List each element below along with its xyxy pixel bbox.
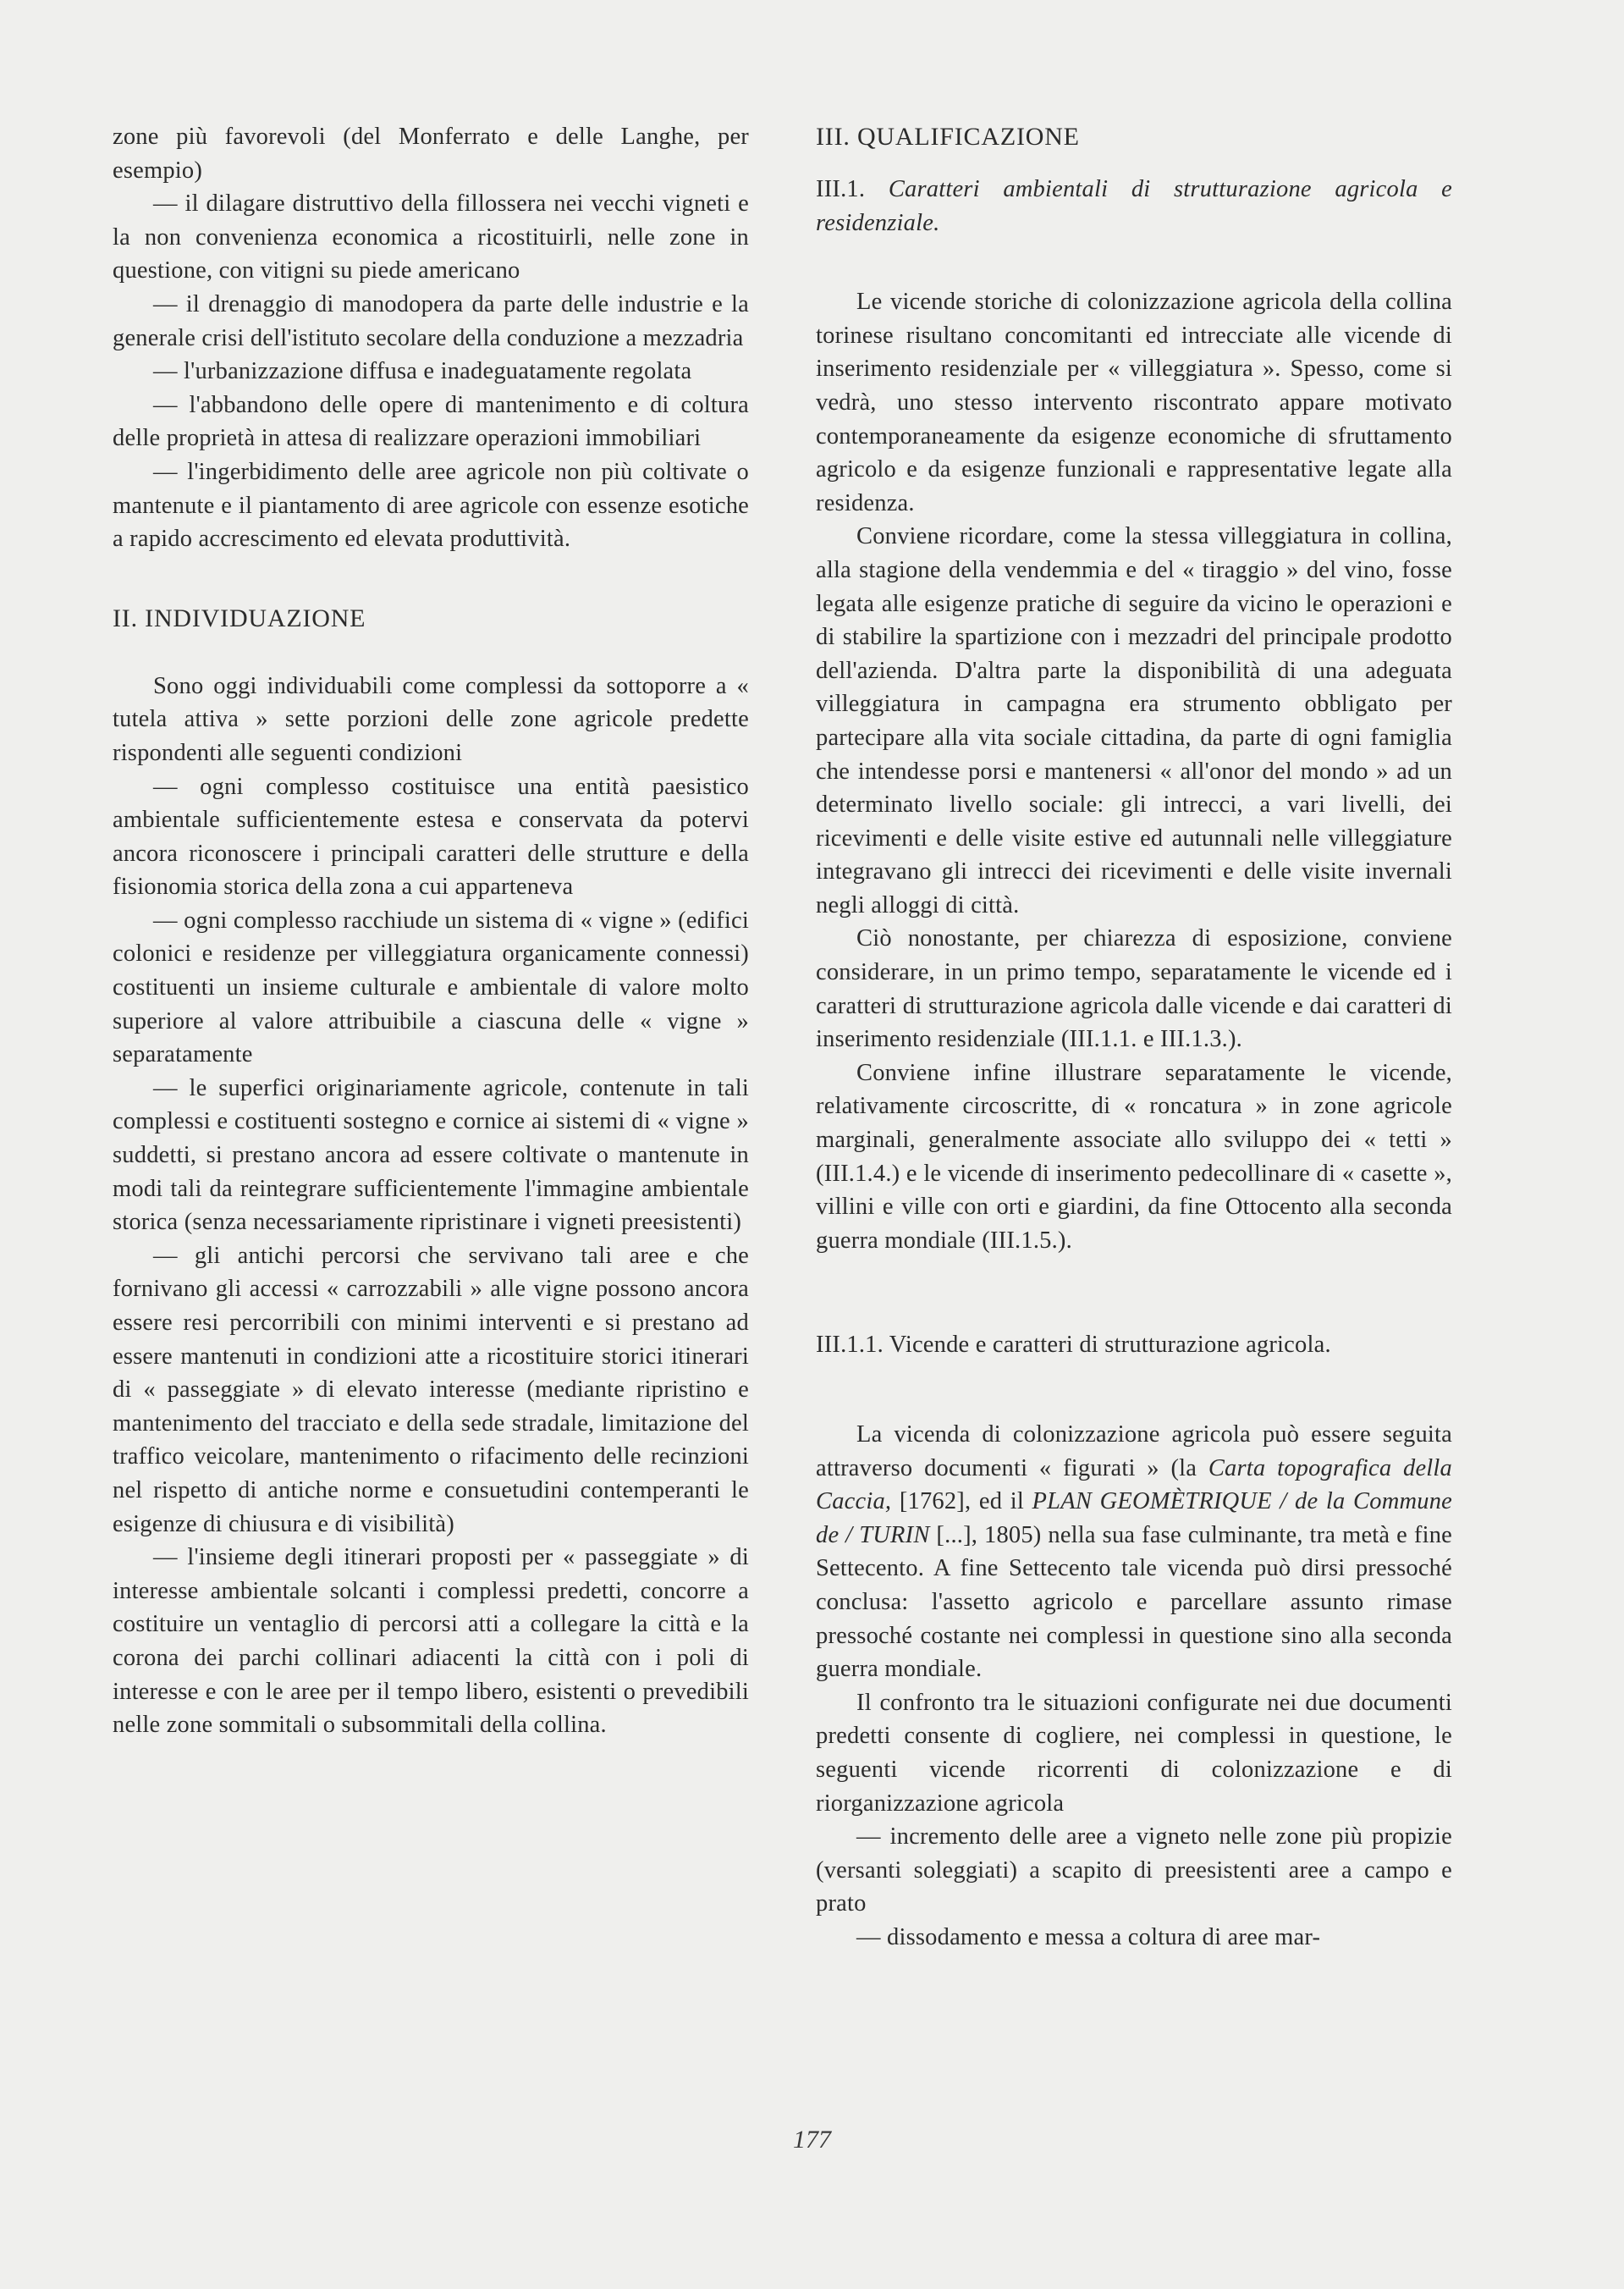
list-item: — le superfici originariamente agricole, contenute in tali complessi e costituenti sostegno e cornice ai sistemi di « vigne » suddetti, si prestano ancora ad essere coltivate o mantenute in modi tali da reintegrare sufficientemente l'immagine ambientale storica (senza necessariamente ripristinare i vigneti preesistenti) bbox=[113, 1074, 749, 1236]
paragraph: Sono oggi individuabili come complessi da sottoporre a « tutela attiva » sette porzioni delle zone agricole predette rispondenti alle seguenti condizioni bbox=[113, 672, 749, 766]
list-item: — l'insieme degli itinerari proposti per « passeggiate » di interesse ambientale solcanti i complessi predetti, concorre a costituire un ventaglio di percorsi atti a collegare la città e la corona dei parchi collinari adiacenti la città con i poli di interesse e con le aree per il tempo libero, esistenti o prevedibili nelle zone sommitali o subsommitali della collina. bbox=[113, 1544, 749, 1739]
paragraph: zone più favorevoli (del Monferrato e delle Langhe, per esempio) bbox=[113, 124, 749, 184]
subsection-heading: III.1.1. Vicende e caratteri di strutturazione agricola. bbox=[816, 1332, 1331, 1359]
map-title: Carta topografica della Caccia, bbox=[816, 1454, 1452, 1515]
paragraph: Le vicende storiche di colonizzazione agricola della collina torinese risultano concomitanti ed intrecciate alle vicende di inserimento residenziale per « villeggiatura ». Spesso, come si vedrà, uno stesso intervento riscontrato appare motivato contemporaneamente da esigenze economiche di sfruttamento agricolo e da esigenze funzionali e rappresentative legate alla residenza. bbox=[816, 289, 1452, 516]
list-item: — l'ingerbidimento delle aree agricole non più coltivate o mantenute e il piantamento di aree agricole con essenze esotiche a rapido accrescimento ed elevata produttività. bbox=[113, 458, 749, 553]
paragraph: Ciò nonostante, per chiarezza di esposizione, conviene considerare, in un primo tempo, separatamente le vicende ed i caratteri di strutturazione agricola dalle vicende e dai caratteri di inserimento residenziale (III.1.1. e III.1.3.). bbox=[816, 925, 1452, 1053]
paragraph: Il confronto tra le situazioni configurate nei due documenti predetti consente di cogliere, nei complessi in questione, le seguenti vicende ricorrenti di colonizzazione e di riorganizzazione agricola bbox=[816, 1689, 1452, 1817]
list-item: — dissodamento e messa a coltura di aree mar- bbox=[856, 1923, 1321, 1950]
paragraph bbox=[816, 1418, 1452, 1686]
right-column bbox=[816, 120, 1452, 1955]
list-item: — il drenaggio di manodopera da parte delle industrie e la generale crisi dell'istituto secolare della conduzione a mezzadria bbox=[113, 290, 749, 351]
subsection-title: Caratteri ambientali di strutturazione agricola e residenziale. bbox=[816, 176, 1453, 236]
paragraph: Conviene infine illustrare separatamente le vicende, relativamente circoscritte, di « roncatura » in zone agricole marginali, generalmente associate allo sviluppo dei « tetti » (III.1.4.) e le vicende di inserimento pedecollinare di « casette », villini e ville con orti e giardini, da fine Ottocento alla seconda guerra mondiale (III.1.5.). bbox=[816, 1059, 1452, 1254]
list-item: — l'abbandono delle opere di mantenimento e di coltura delle proprietà in attesa di realizzare operazioni immobiliari bbox=[113, 391, 749, 452]
section-heading-qualificazione: III. QUALIFICAZIONE bbox=[816, 123, 1080, 151]
text-run: [1762], ed il bbox=[891, 1488, 1032, 1515]
plan-title: PLAN GEOMÈTRIQUE / de la Commune de / TURIN bbox=[816, 1488, 1453, 1548]
paragraph: Conviene ricordare, come la stessa villeggiatura in collina, alla stagione della vendemmia e del « tiraggio » del vino, fosse legata alle esigenze pratiche di seguire da vicino le operazioni e di stabilire la spartizione con i mezzadri del principale prodotto dell'azienda. D'altra parte la disponibilità di una adeguata villeggiatura in campagna era strumento obbligato per partecipare alla vita sociale cittadina, da parte di ogni famiglia che intendesse porsi e mantenersi « all'onor del mondo » ad un determinato livello sociale: gli intrecci, a vari livelli, dei ricevimenti e delle visite estive ed autunnali nelle villeggiature integravano gli intrecci dei ricevimenti e delle visite invernali negli alloggi di città. bbox=[816, 523, 1452, 918]
list-item: — il dilagare distruttivo della fillossera nei vecchi vigneti e la non convenienza economica a ricostituirli, nelle zone in questione, con vitigni su piede americano bbox=[113, 190, 749, 284]
text-run: [...], 1805) nella sua fase culminante, tra metà e fine Settecento. A fine Settecento tale vicenda può dirsi pressoché conclusa: l'assetto agricolo e parcellare assunto rimase pressoché costante nei complessi in questione sino alla seconda guerra mondiale. bbox=[816, 1521, 1452, 1683]
list-item: — incremento delle aree a vigneto nelle zone più propizie (versanti soleggiati) a scapito di preesistenti aree a campo e prato bbox=[816, 1823, 1452, 1917]
page-number: 177 bbox=[793, 2126, 831, 2154]
list-item: — l'urbanizzazione diffusa e inadeguatamente regolata bbox=[153, 358, 692, 385]
list-item: — ogni complesso racchiude un sistema di « vigne » (edifici colonici e residenze per villeggiatura organicamente connessi) costituenti un insieme culturale e ambientale di valore molto superiore al valore attribuibile a ciascuna delle « vigne » separatamente bbox=[113, 907, 749, 1068]
left-column bbox=[113, 120, 749, 1742]
list-item: — gli antichi percorsi che servivano tali aree e che fornivano gli accessi « carrozzabili » alle vigne possono ancora essere resi percorribili con minimi interventi e si prestano ad essere mantenuti in condizioni atte a ricostituire storici itinerari di « passeggiate » di elevato interesse (mediante ripristino e mantenimento del tracciato e della sede stradale, limitazione del traffico veicolare, mantenimento o rifacimento delle recinzioni nel rispetto di antiche norme e consuetudini contemperanti le esigenze di chiusura e di visibilità) bbox=[113, 1242, 749, 1537]
text-run: La vicenda di colonizzazione agricola può essere seguita attraverso documenti « figurati » (la bbox=[816, 1421, 1452, 1481]
section-heading-individuazione: II. INDIVIDUAZIONE bbox=[113, 604, 366, 632]
subsection-heading bbox=[816, 173, 1452, 240]
list-item: — ogni complesso costituisce una entità paesistico ambientale sufficientemente estesa e conservata da potervi ancora riconoscere i principali caratteri delle strutture e della fisionomia storica della zona a cui apparteneva bbox=[113, 773, 749, 901]
subsection-number: III.1. bbox=[816, 176, 866, 202]
